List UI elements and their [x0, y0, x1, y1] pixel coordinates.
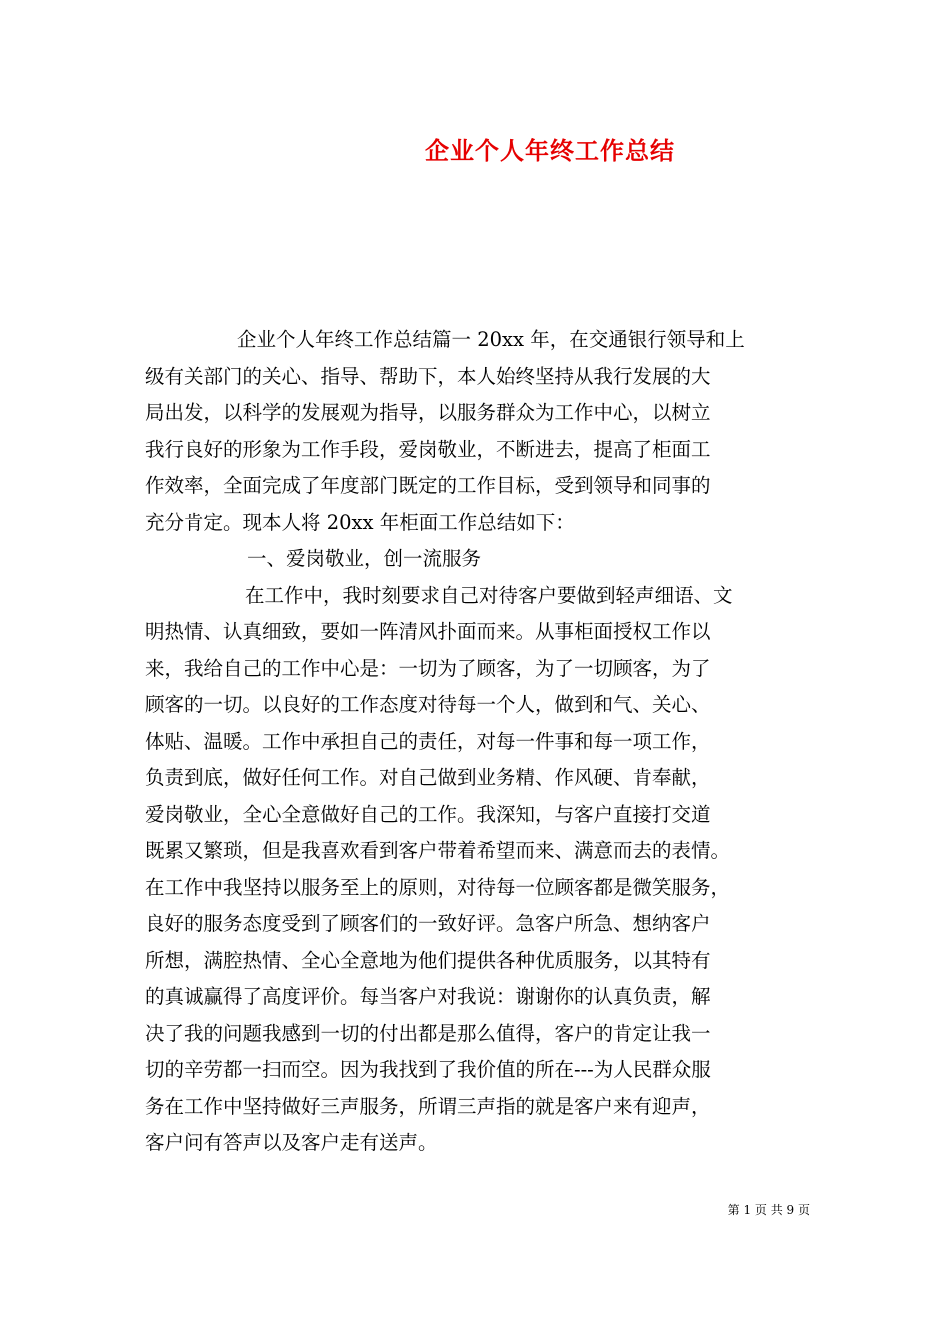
paragraph-line: 务在工作中坚持做好三声服务，所谓三声指的就是客户来有迎声， [145, 1094, 711, 1118]
paragraph-line: 所想，满腔热情、全心全意地为他们提供各种优质服务，以其特有 [145, 948, 711, 972]
paragraph-line: 作效率，全面完成了年度部门既定的工作目标，受到领导和同事的 [145, 474, 711, 497]
paragraph-line: 在工作中我坚持以服务至上的原则，对待每一位顾客都是微笑服务， [145, 875, 731, 899]
paragraph-line: 爱岗敬业，全心全意做好自己的工作。我深知，与客户直接打交道 [145, 802, 711, 826]
paragraph-line: 充分肯定。现本人将 20xx 年柜面工作总结如下： [145, 510, 575, 534]
paragraph-line: 我行良好的形象为工作手段，爱岗敬业，不断进去，提高了柜面工 [145, 437, 711, 461]
paragraph-line: 来，我给自己的工作中心是：一切为了顾客，为了一切顾客，为了 [145, 656, 711, 680]
paragraph-line: 客户问有答声以及客户走有送声。 [145, 1131, 438, 1154]
document-title: 企业个人年终工作总结 [425, 136, 675, 165]
paragraph-line: 切的辛劳都一扫而空。因为我找到了我价值的所在---为人民群众服 [145, 1058, 711, 1081]
paragraph-line: 在工作中，我时刻要求自己对待客户要做到轻声细语、文 [245, 583, 733, 607]
paragraph-line: 局出发，以科学的发展观为指导，以服务群众为工作中心，以树立 [145, 401, 711, 424]
paragraph-line: 良好的服务态度受到了顾客们的一致好评。急客户所急、想纳客户 [145, 912, 711, 935]
page-number: 第 1 页 共 9 页 [727, 1203, 810, 1217]
document-body [145, 322, 810, 1162]
paragraph-line: 级有关部门的关心、指导、帮助下，本人始终坚持从我行发展的大 [145, 364, 711, 388]
paragraph-line: 明热情、认真细致，要如一阵清风扑面而来。从事柜面授权工作以 [145, 620, 711, 643]
paragraph-line: 决了我的问题我感到一切的付出都是那么值得，客户的肯定让我一 [145, 1021, 711, 1045]
paragraph-line: 的真诚赢得了高度评价。每当客户对我说：谢谢你的认真负责，解 [145, 985, 711, 1008]
paragraph-line: 负责到底，做好任何工作。对自己做到业务精、作风硬、肯奉献， [145, 766, 711, 789]
paragraph-line: 顾客的一切。以良好的工作态度对待每一个人，做到和气、关心、 [145, 693, 711, 716]
section-heading: 一、爱岗敬业，创一流服务 [247, 547, 482, 570]
paragraph-line: 既累又繁琐，但是我喜欢看到客户带着希望而来、满意而去的表情。 [145, 839, 731, 862]
paragraph-line: 体贴、温暖。工作中承担自己的责任，对每一件事和每一项工作， [145, 729, 711, 753]
paragraph-line: 企业个人年终工作总结篇一 20xx 年，在交通银行领导和上 [237, 328, 745, 351]
